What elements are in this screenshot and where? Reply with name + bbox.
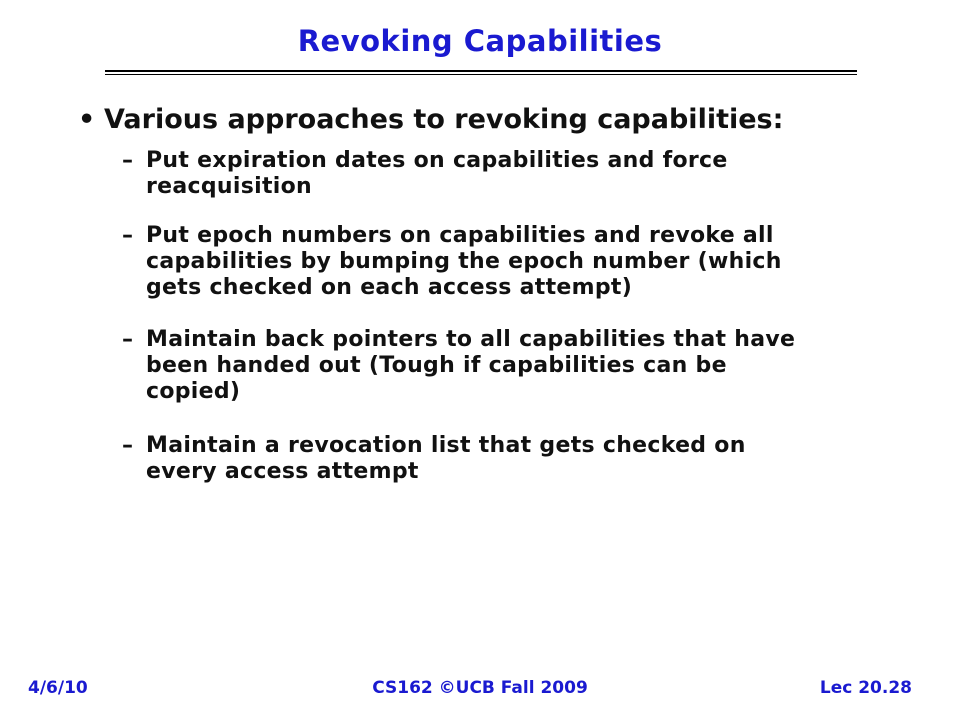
sub-item-line: copied) <box>146 379 241 404</box>
title-rule-bottom <box>105 74 857 75</box>
bullet-dot-icon: • <box>78 104 96 135</box>
sub-item-line: been handed out (Tough if capabilities can be <box>146 353 727 378</box>
sub-item-line: Put expiration dates on capabilities and force <box>146 148 728 173</box>
dash-icon: – <box>122 327 133 352</box>
sub-item-line: gets checked on each access attempt) <box>146 275 633 300</box>
main-bullet-text: Various approaches to revoking capabilities: <box>104 104 784 135</box>
sub-item-text <box>146 433 886 485</box>
dash-icon: – <box>122 223 133 248</box>
sub-item-text <box>146 327 886 405</box>
sub-item-line: Put epoch numbers on capabilities and revoke all <box>146 223 774 248</box>
sub-item-line: reacquisition <box>146 174 312 199</box>
footer-date: 4/6/10 <box>28 678 88 698</box>
title-rule-top <box>105 70 857 72</box>
sub-item-text <box>146 223 886 301</box>
sub-item-line: Maintain back pointers to all capabilities that have <box>146 327 796 352</box>
footer-course: CS162 ©UCB Fall 2009 <box>372 678 588 698</box>
sub-item-line: every access attempt <box>146 459 419 484</box>
dash-icon: – <box>122 433 133 458</box>
slide-title: Revoking Capabilities <box>297 24 663 58</box>
sub-item-line: capabilities by bumping the epoch number (which <box>146 249 782 274</box>
sub-item-text <box>146 148 886 200</box>
dash-icon: – <box>122 148 133 173</box>
footer-lecture: Lec 20.28 <box>819 678 912 698</box>
sub-item-line: Maintain a revocation list that gets checked on <box>146 433 746 458</box>
